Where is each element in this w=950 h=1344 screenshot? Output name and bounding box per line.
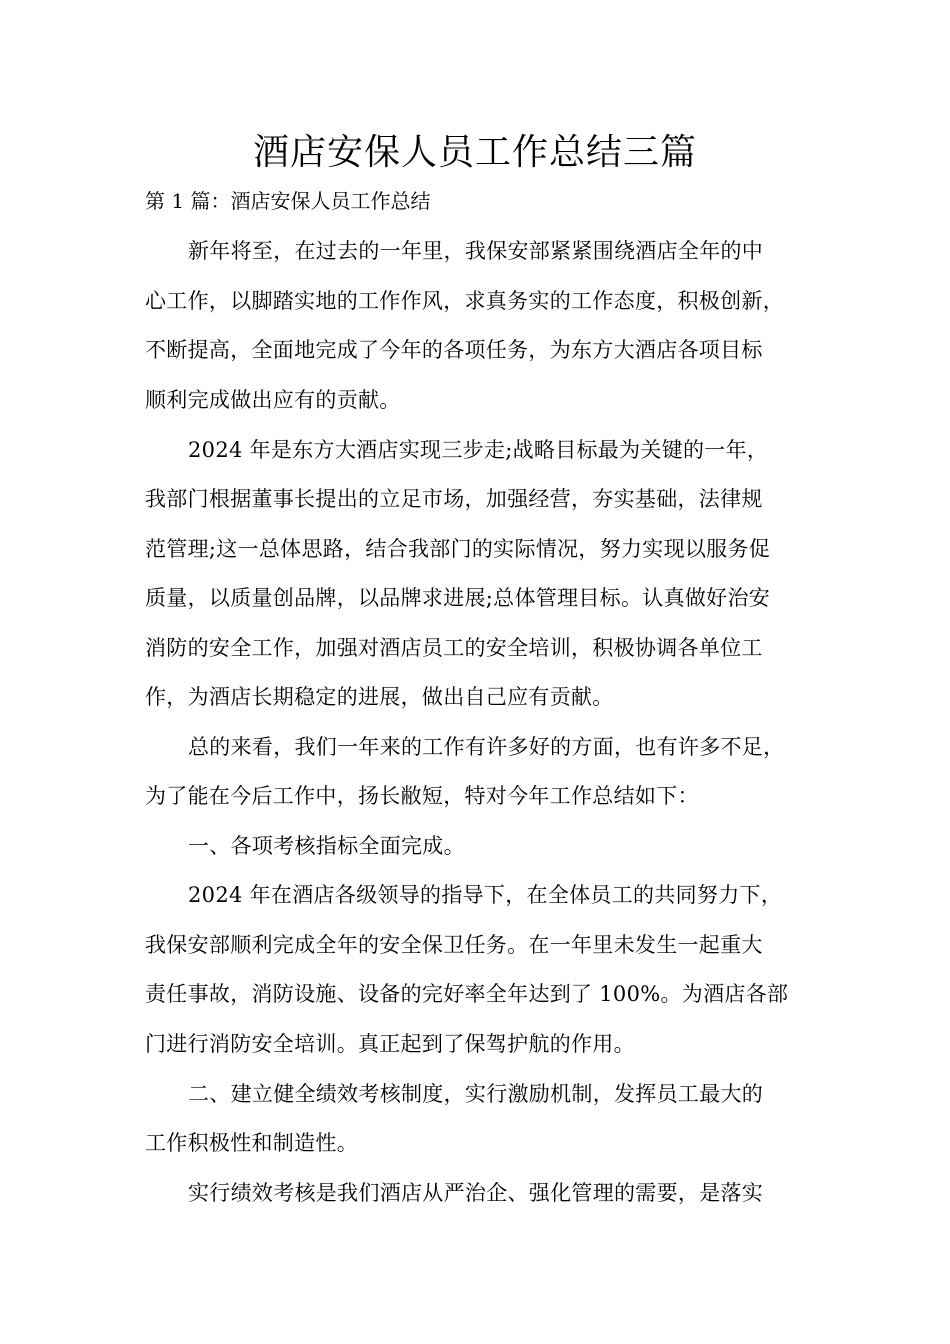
paragraph-line: 我部门根据董事长提出的立足市场，加强经营，夯实基础，法律规 (145, 487, 763, 511)
paragraph-line: 顺利完成做出应有的贡献。 (145, 388, 401, 412)
paragraph-line: 2024 年是东方大酒店实现三步走;战略目标最为关键的一年， (188, 438, 769, 462)
paragraph-line: 总的来看，我们一年来的工作有许多好的方面，也有许多不足， (188, 735, 785, 759)
paragraph-line: 一、各项考核指标全面完成。 (188, 834, 465, 858)
paragraph-line: 消防的安全工作，加强对酒店员工的安全培训，积极协调各单位工 (145, 636, 763, 660)
paragraph-line: 为了能在今后工作中，扬长敝短，特对今年工作总结如下： (145, 784, 699, 808)
paragraph-line: 范管理;这一总体思路，结合我部门的实际情况，努力实现以服务促 (145, 537, 771, 561)
paragraph-line: 不断提高，全面地完成了今年的各项任务，为东方大酒店各项目标 (145, 338, 763, 362)
paragraph-line: 我保安部顺利完成全年的安全保卫任务。在一年里未发生一起重大 (145, 933, 763, 957)
paragraph-line: 责任事故，消防设施、设备的完好率全年达到了 100%。为酒店各部 (145, 982, 789, 1006)
paragraph-line: 作，为酒店长期稳定的进展，做出自己应有贡献。 (145, 685, 614, 709)
paragraph-line: 门进行消防安全培训。真正起到了保驾护航的作用。 (145, 1032, 635, 1056)
paragraph-line: 工作积极性和制造性。 (145, 1131, 358, 1155)
paragraph-line: 2024 年在酒店各级领导的指导下，在全体员工的共同努力下， (188, 883, 783, 907)
section-heading: 第 1 篇：酒店安保人员工作总结 (145, 189, 431, 213)
document-title: 酒店安保人员工作总结三篇 (252, 132, 697, 173)
paragraph-line: 心工作，以脚踏实地的工作作风，求真务实的工作态度，积极创新， (145, 289, 784, 313)
paragraph-line: 实行绩效考核是我们酒店从严治企、强化管理的需要，是落实 (188, 1181, 764, 1205)
paragraph-line: 质量，以质量创品牌，以品牌求进展;总体管理目标。认真做好治安 (145, 586, 771, 610)
paragraph-line: 新年将至，在过去的一年里，我保安部紧紧围绕酒店全年的中 (188, 239, 764, 263)
paragraph-line: 二、建立健全绩效考核制度，实行激励机制，发挥员工最大的 (188, 1082, 764, 1106)
